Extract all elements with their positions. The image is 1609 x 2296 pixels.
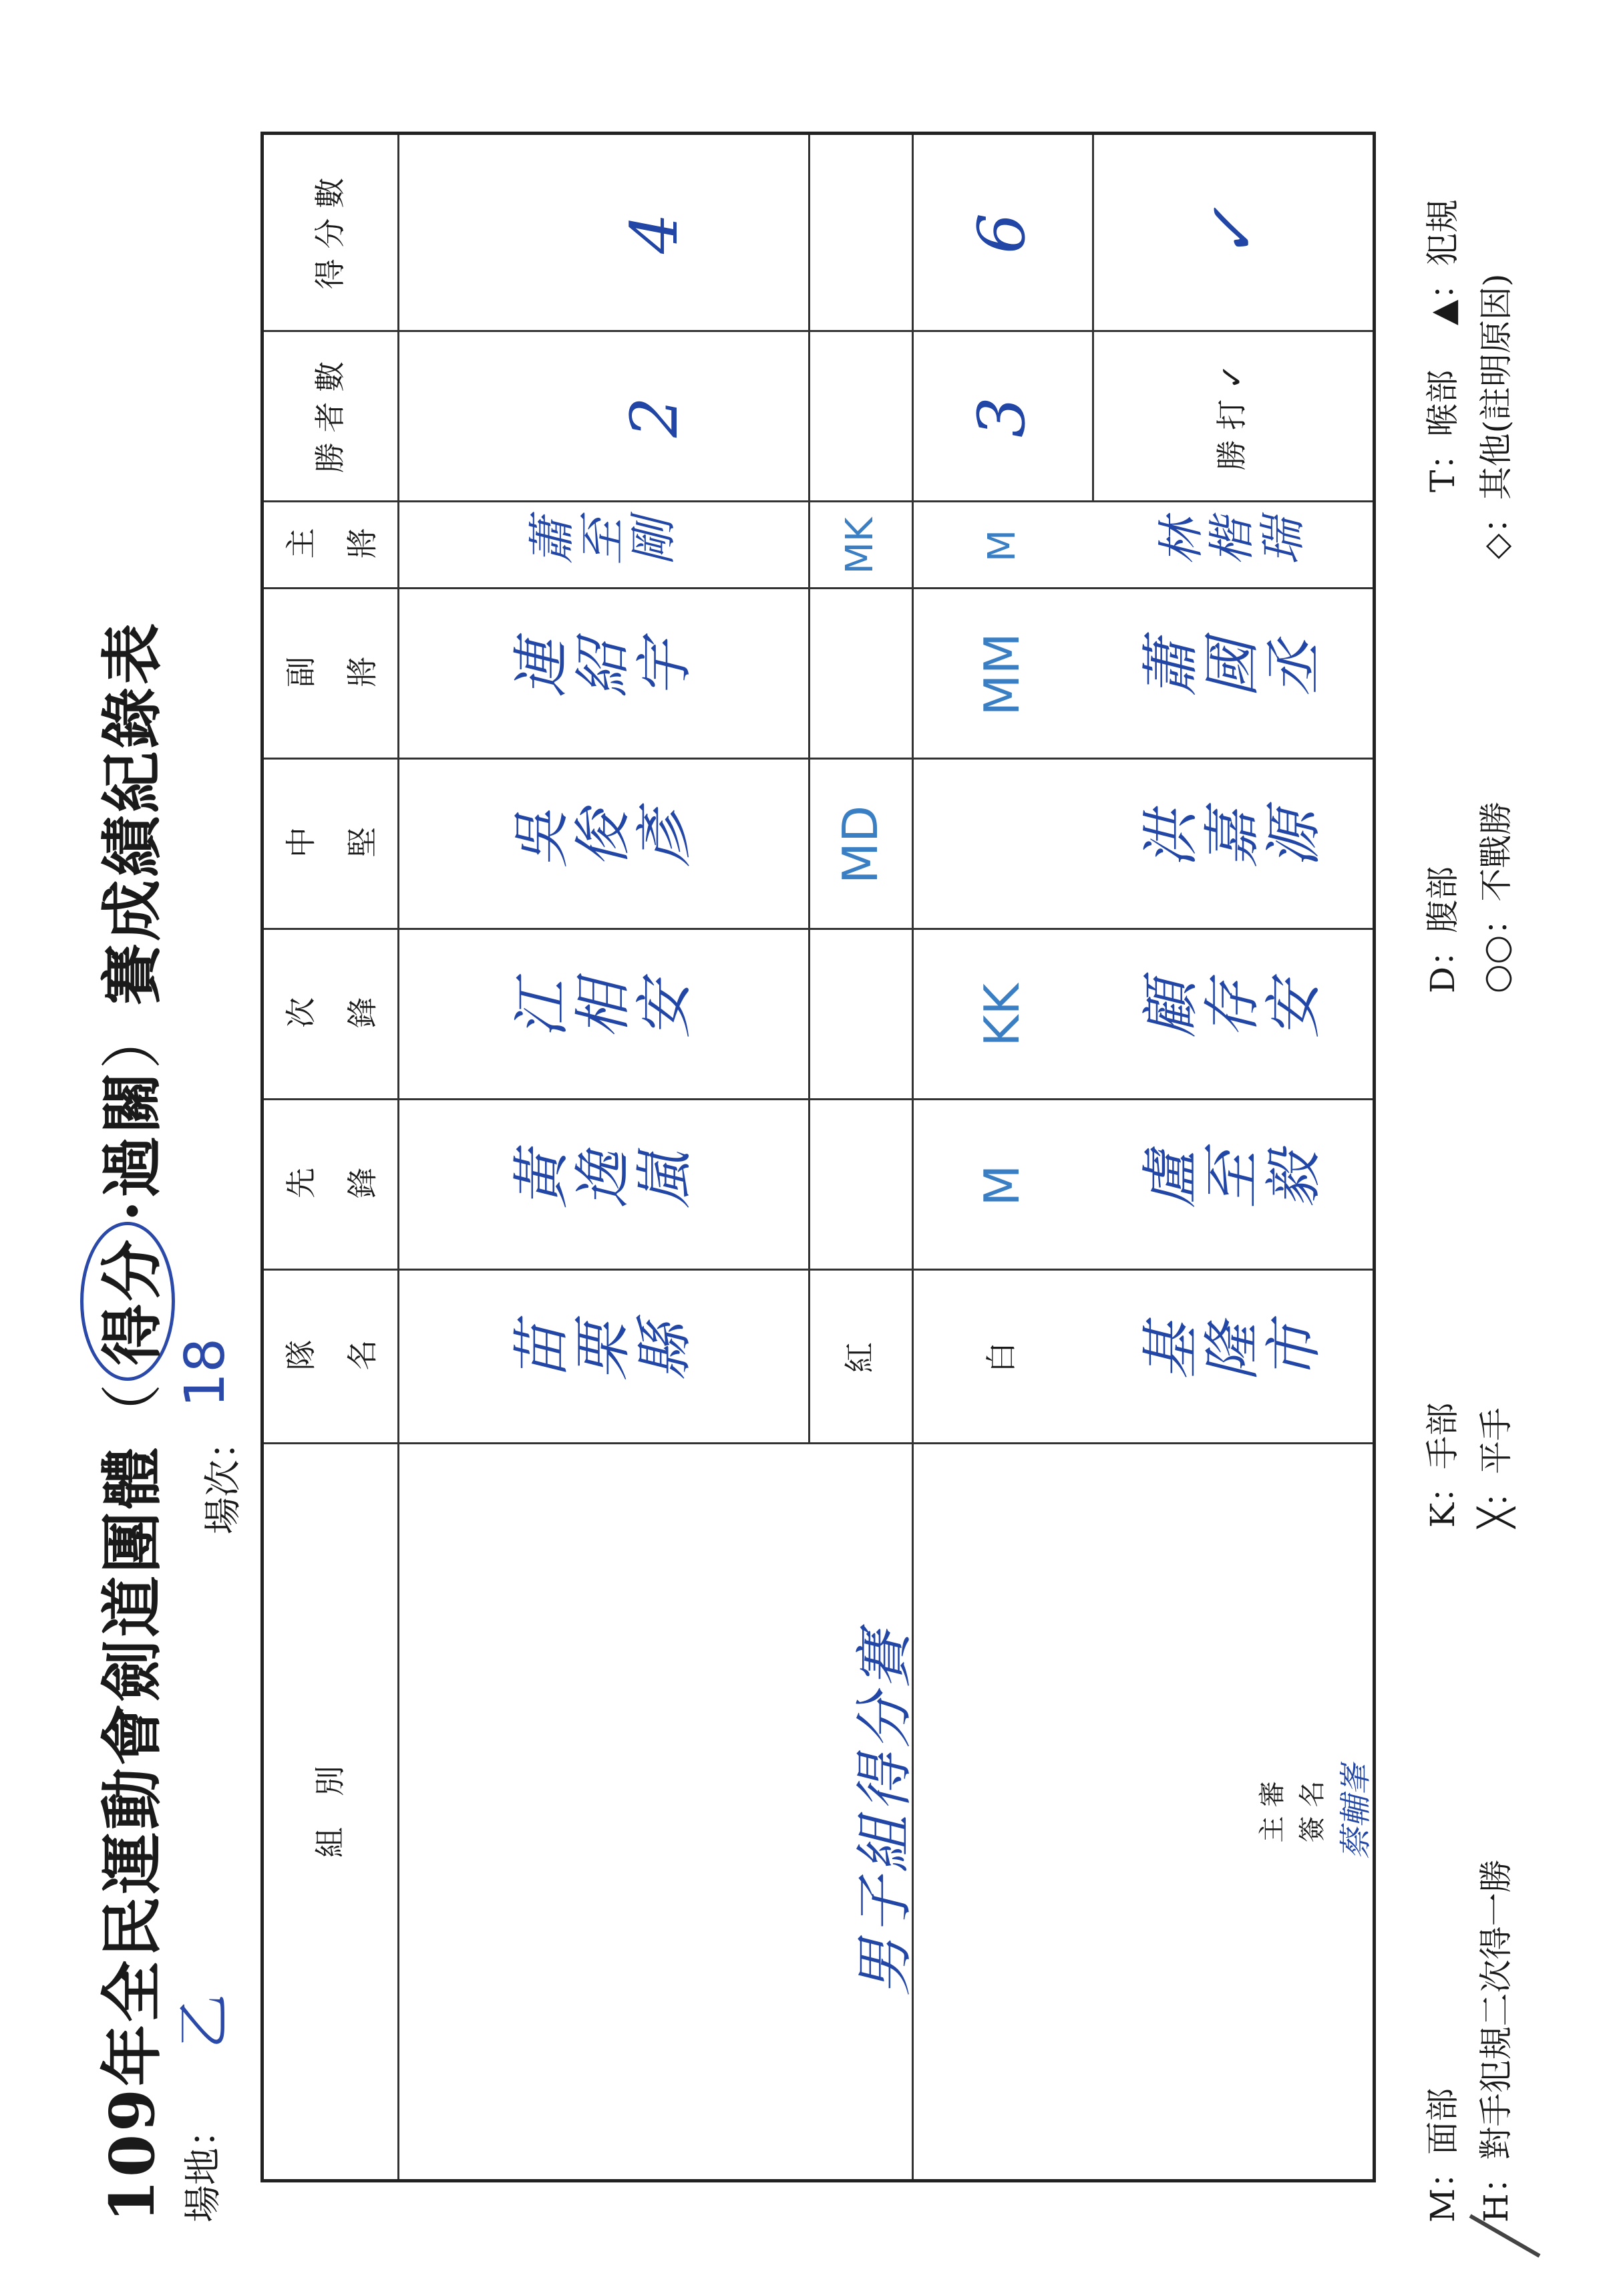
red-pos4-name: 連紹宇: [510, 641, 695, 708]
header-pos3: 中 堅: [285, 826, 377, 862]
white-points: 6: [964, 212, 1039, 255]
red-pos2-mark: [808, 930, 912, 1100]
red-pos5-mark: MK: [838, 517, 882, 575]
legend-t: T：喉部: [1423, 369, 1462, 492]
match-number-label: 場次：: [202, 1422, 245, 1534]
legend-x: ╳：平手: [1477, 1407, 1515, 1528]
header-referee-sign: 簽 名: [1297, 1780, 1328, 1843]
white-pos2-mark: KK: [974, 983, 1030, 1047]
title-year: 109: [96, 2086, 168, 2223]
red-pos5-name: 蕭至剛: [526, 518, 679, 573]
red-pos1-mark: [808, 1100, 912, 1271]
white-wins: 3: [964, 396, 1039, 438]
title-alt-option: 過關: [96, 1069, 168, 1198]
header-win-check: 勝 打 ✓: [1214, 363, 1250, 471]
header-pos5: 主 將: [285, 527, 377, 564]
white-pos4-name: 蕭國丞: [1140, 641, 1324, 708]
white-pos3-mark: [912, 760, 1092, 930]
white-pos2-name: 顧存安: [1140, 981, 1324, 1049]
venue-label: 場地：: [182, 2110, 225, 2223]
group-value: 男子組得分賽: [851, 1627, 918, 1996]
legend-m: M：面部: [1423, 2088, 1462, 2223]
header-pos4: 副 將: [285, 655, 377, 692]
legend-foul: ▲：犯規: [1423, 199, 1462, 325]
page-title: [80, 621, 175, 2223]
white-pos5-name: 林楷瑞: [1156, 518, 1308, 573]
white-label: 白: [983, 1342, 1020, 1373]
red-team-name: 苗栗縣: [510, 1323, 695, 1391]
header-points: 得 分 數: [312, 177, 349, 290]
venue-value: 乙: [172, 1993, 236, 2049]
header-pos2: 次 鋒: [285, 996, 377, 1033]
results-table: [260, 132, 1376, 2182]
red-wins: 2: [617, 396, 692, 438]
title-main: 年全民運動會劍道團體: [96, 1444, 168, 2086]
title-close-paren: ）: [97, 1005, 168, 1070]
title-open-paren: （: [97, 1380, 168, 1445]
header-referee: 主 審: [1257, 1780, 1288, 1843]
header-pos1: 先 鋒: [285, 1166, 377, 1203]
referee-signature: 蔡輔峯: [1336, 1764, 1375, 1860]
white-team-name: 基隆市: [1140, 1323, 1324, 1391]
legend-d: D：腹部: [1423, 866, 1462, 993]
white-pos1-mark: M: [974, 1164, 1030, 1206]
red-points: 4: [617, 212, 692, 255]
white-pos1-name: 盧至毅: [1140, 1152, 1324, 1219]
header-wins: 勝 者 數: [312, 361, 349, 474]
red-pos2-name: 江相安: [510, 981, 695, 1049]
match-number-value: 18: [174, 1337, 237, 1408]
red-pos3-mark: MD: [832, 805, 888, 884]
legend-h: H：對手犯規二次得一勝: [1477, 1859, 1515, 2223]
white-pos3-name: 洪嘉源: [1140, 811, 1324, 878]
header-team: 隊 名: [285, 1339, 377, 1375]
header-group: 組 別: [312, 1766, 349, 1858]
legend-other: ◇：其他(註明原因): [1477, 273, 1515, 559]
red-pos1-name: 黃逸嵐: [510, 1152, 695, 1219]
red-pos4-mark: [808, 589, 912, 760]
legend-k: K：手部: [1423, 1402, 1462, 1528]
title-separator: ·: [96, 1197, 168, 1222]
title-circled-option: 得分: [80, 1222, 175, 1381]
white-win-check: ✓: [1195, 206, 1270, 261]
white-pos4-mark: MM: [974, 633, 1030, 716]
red-pos3-name: 吳俊彥: [510, 811, 695, 878]
title-end: 賽成績紀錄表: [96, 620, 168, 1005]
white-pos5-mark: M: [980, 529, 1024, 562]
legend-oo: ○○：不戰勝: [1477, 801, 1515, 993]
red-label: 紅: [841, 1342, 878, 1373]
